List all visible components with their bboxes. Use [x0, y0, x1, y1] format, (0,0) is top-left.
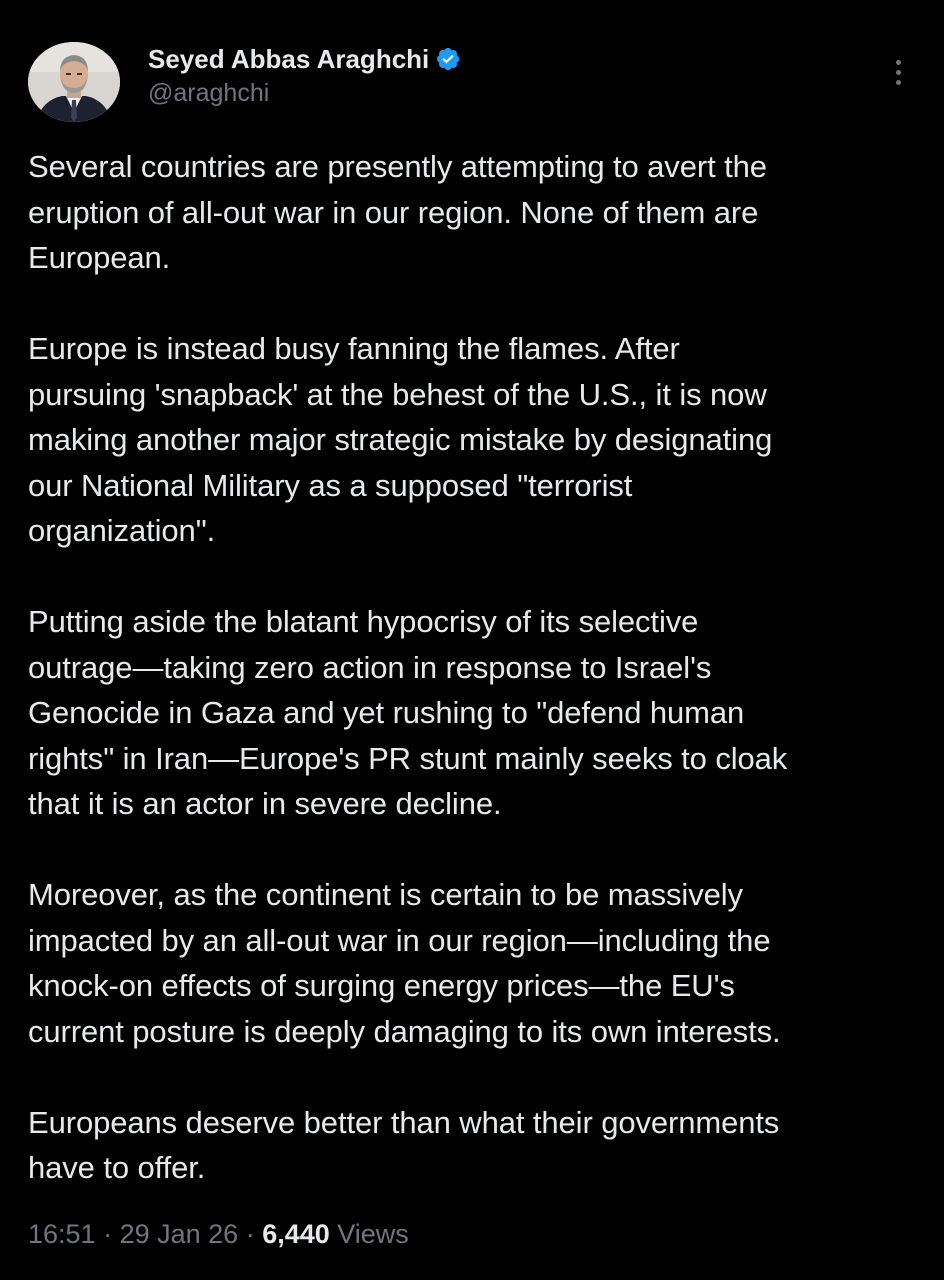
- tweet-paragraph: Europeans deserve better than what their governments have to offer.: [28, 1104, 780, 1185]
- author-display-name[interactable]: Seyed Abbas Araghchi: [148, 44, 430, 74]
- more-dot: [896, 60, 901, 65]
- tweet-header: [28, 42, 916, 124]
- verified-badge-icon[interactable]: [435, 46, 461, 72]
- avatar-photo: [28, 42, 120, 122]
- tweet-paragraph: Putting aside the blatant hypocrisy of its selective outrage—taking zero action in response to Israel's Genocide in Gaza and yet rushing to "defend human rights" in Iran—Europe's PR stunt mainly seeks to cloak that it is an actor in severe decline.: [28, 604, 788, 821]
- more-dot: [896, 70, 901, 75]
- views-label: Views: [329, 1219, 409, 1249]
- meta-separator: ·: [95, 1219, 120, 1249]
- tweet-paragraph: Europe is instead busy fanning the flames. After pursuing 'snapback' at the behest of the U.S., it is now making another major strategic mistake by designating our National Military as a supposed "terrorist organization".: [28, 331, 773, 548]
- tweet-meta: [28, 1216, 409, 1252]
- author-handle[interactable]: @araghchi: [148, 79, 270, 107]
- tweet-paragraph: Several countries are presently attempting to avert the eruption of all-out war in our region. None of them are European.: [28, 149, 767, 275]
- tweet-date[interactable]: 29 Jan 26: [119, 1219, 239, 1249]
- meta-separator: ·: [238, 1219, 263, 1249]
- avatar[interactable]: [28, 42, 120, 122]
- tweet-paragraph: Moreover, as the continent is certain to be massively impacted by an all-out war in our region—including the knock-on effects of surging energy prices—the EU's current posture is deeply damaging to its own interests.: [28, 877, 781, 1049]
- tweet-text: [28, 144, 916, 1191]
- author-name-row[interactable]: [148, 44, 461, 74]
- more-vertical-icon[interactable]: [880, 54, 916, 90]
- tweet-time[interactable]: 16:51: [28, 1219, 96, 1249]
- views-count[interactable]: 6,440: [262, 1219, 330, 1249]
- more-dot: [896, 80, 901, 85]
